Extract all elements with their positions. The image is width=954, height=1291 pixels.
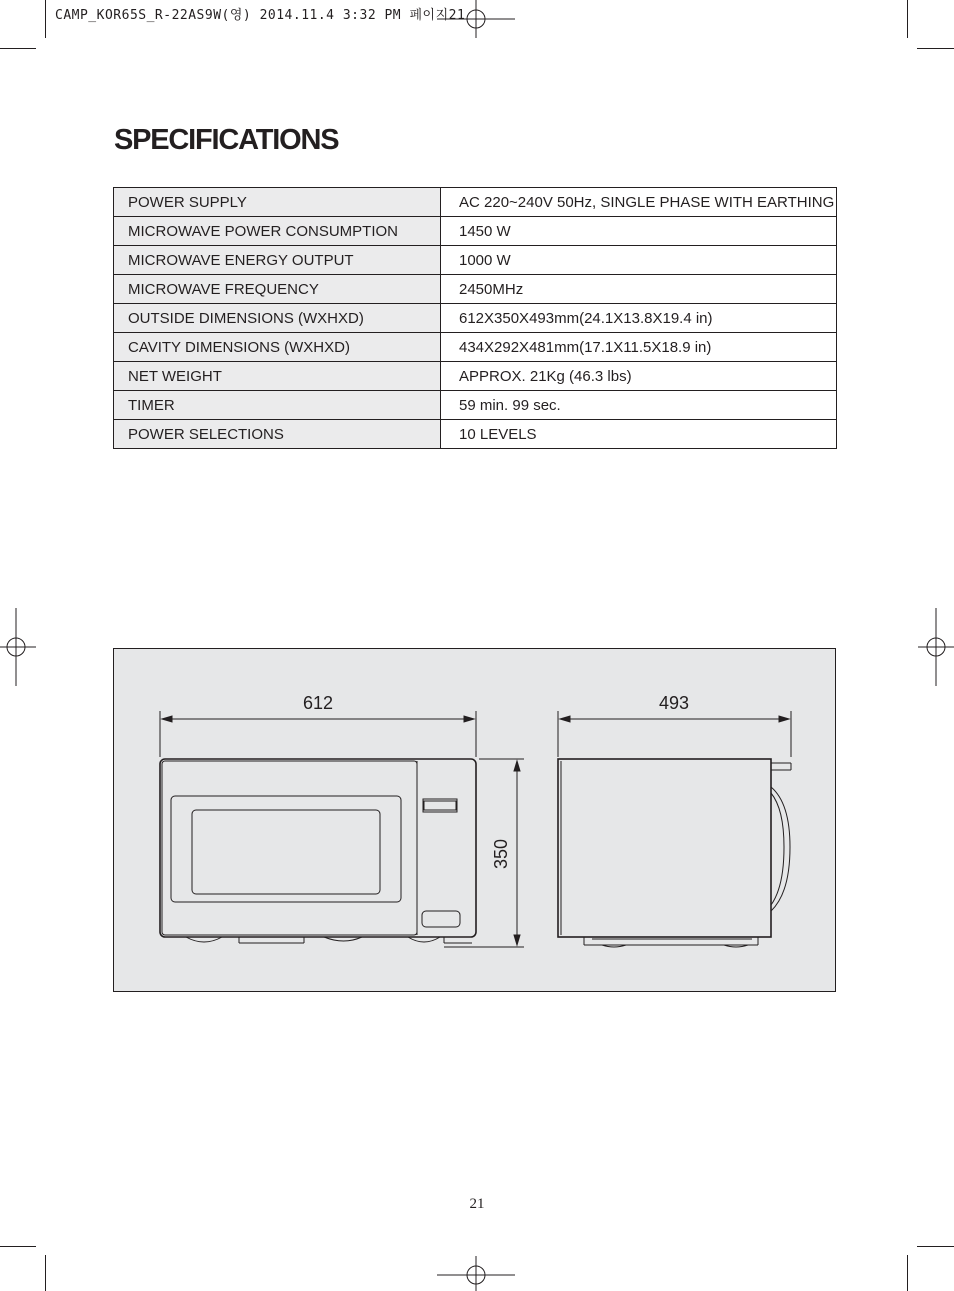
spec-value: 1450 W bbox=[441, 217, 837, 246]
spec-label: CAVITY DIMENSIONS (WXHXD) bbox=[114, 333, 441, 362]
spec-label: MICROWAVE ENERGY OUTPUT bbox=[114, 246, 441, 275]
table-row bbox=[114, 275, 837, 304]
page-title: SPECIFICATIONS bbox=[114, 124, 339, 156]
crop-mark bbox=[917, 1246, 954, 1247]
spec-value: AC 220~240V 50Hz, SINGLE PHASE WITH EARTHING bbox=[441, 188, 837, 217]
table-row bbox=[114, 333, 837, 362]
crop-mark bbox=[0, 48, 36, 49]
height-dimension-label: 350 bbox=[491, 838, 511, 870]
spec-label: OUTSIDE DIMENSIONS (WXHXD) bbox=[114, 304, 441, 333]
table-row bbox=[114, 362, 837, 391]
registration-mark-left bbox=[0, 608, 40, 688]
spec-label: POWER SUPPLY bbox=[114, 188, 441, 217]
depth-dimension-label: 493 bbox=[658, 693, 690, 713]
spec-value: 2450MHz bbox=[441, 275, 837, 304]
spec-value: 10 LEVELS bbox=[441, 420, 837, 449]
spec-label: MICROWAVE FREQUENCY bbox=[114, 275, 441, 304]
dimension-diagram bbox=[113, 648, 836, 992]
table-row bbox=[114, 304, 837, 333]
spec-value: 612X350X493mm(24.1X13.8X19.4 in) bbox=[441, 304, 837, 333]
crop-mark bbox=[0, 1246, 36, 1247]
table-row bbox=[114, 420, 837, 449]
width-dimension-label: 612 bbox=[302, 693, 334, 713]
spec-label: TIMER bbox=[114, 391, 441, 420]
table-row bbox=[114, 188, 837, 217]
spec-label: POWER SELECTIONS bbox=[114, 420, 441, 449]
crop-mark bbox=[45, 1255, 46, 1291]
crop-mark bbox=[907, 1255, 908, 1291]
registration-mark-right bbox=[914, 608, 954, 688]
dimension-drawing bbox=[114, 649, 837, 993]
crop-mark bbox=[45, 0, 46, 38]
registration-mark-top bbox=[437, 0, 517, 40]
spec-value: 1000 W bbox=[441, 246, 837, 275]
spec-value: APPROX. 21Kg (46.3 lbs) bbox=[441, 362, 837, 391]
table-row bbox=[114, 391, 837, 420]
table-row bbox=[114, 246, 837, 275]
spec-value: 434X292X481mm(17.1X11.5X18.9 in) bbox=[441, 333, 837, 362]
table-row bbox=[114, 217, 837, 246]
print-header: CAMP_KOR65S_R-22AS9W(영) 2014.11.4 3:32 PM 페이지21 bbox=[55, 8, 466, 23]
page-number: 21 bbox=[469, 1196, 485, 1212]
spec-value: 59 min. 99 sec. bbox=[441, 391, 837, 420]
spec-label: NET WEIGHT bbox=[114, 362, 441, 391]
spec-label: MICROWAVE POWER CONSUMPTION bbox=[114, 217, 441, 246]
registration-mark-bottom bbox=[437, 1256, 517, 1291]
crop-mark bbox=[907, 0, 908, 38]
specifications-table bbox=[113, 187, 837, 449]
crop-mark bbox=[917, 48, 954, 49]
